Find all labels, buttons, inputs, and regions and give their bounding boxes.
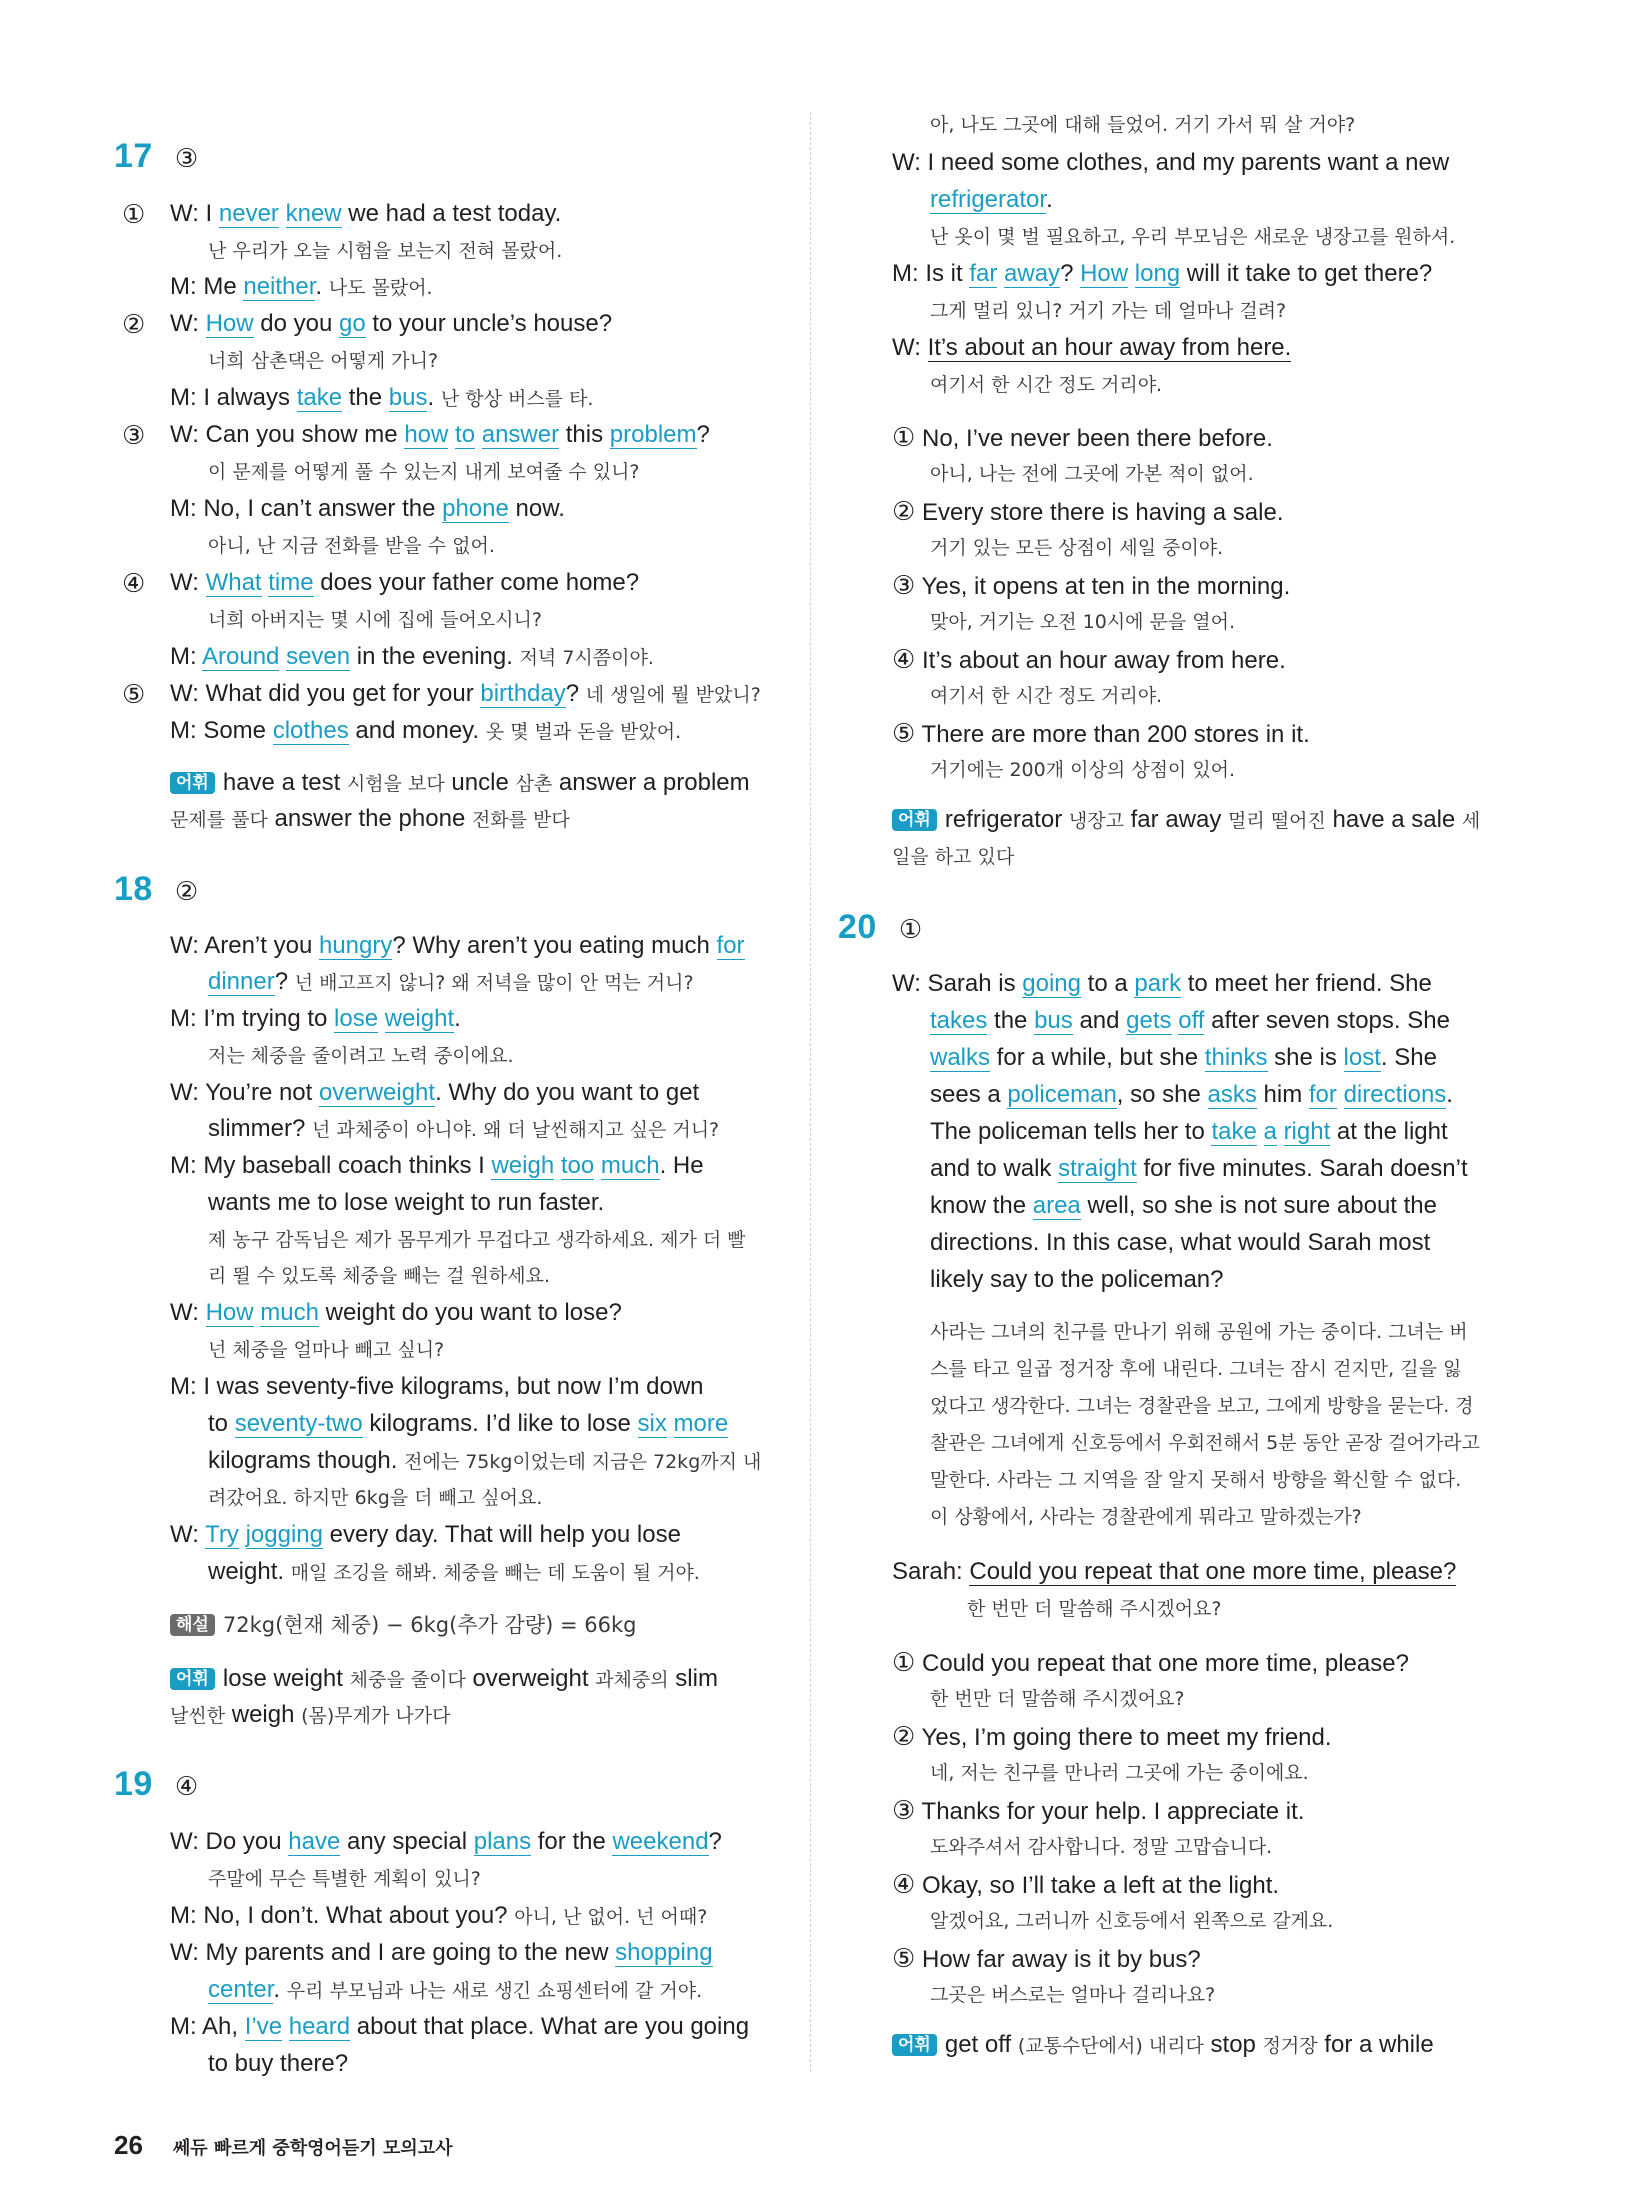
page-number: 26 — [114, 2130, 143, 2160]
narration-line: and to walk straight for five minutes. Sarah doesn’t — [930, 1155, 1468, 1182]
translation-line: 려갔어요. 하지만 6kg을 더 빼고 싶어요. — [208, 1487, 543, 1509]
dialogue-line: W: How do you go to your uncle’s house? — [170, 310, 613, 337]
dialogue-line: M: Ah, I’ve heard about that place. What are you going — [170, 2013, 750, 2040]
option-mark: ① — [122, 199, 146, 229]
dialogue-line: W: How much weight do you want to lose? — [170, 1299, 622, 1326]
translation-line: 한 번만 더 말씀해 주시겠어요? — [930, 1688, 1185, 1710]
question-17-header — [114, 137, 198, 176]
vocab-box: 문제를 풀다 answer the phone 전화를 받다 — [170, 805, 570, 832]
translation-line: 말한다. 사라는 그 지역을 잘 알지 못해서 방향을 확신할 수 없다. — [930, 1469, 1462, 1491]
translation-line: 이 문제를 어떻게 풀 수 있는지 내게 보여줄 수 있니? — [208, 461, 640, 483]
translation-line: 사라는 그녀의 친구를 만나기 위해 공원에 가는 중이다. 그녀는 버 — [930, 1321, 1468, 1343]
option-mark: ③ — [122, 420, 146, 450]
dialogue-line: slimmer? 넌 과체중이 아니야. 왜 더 날씬해지고 싶은 거니? — [208, 1115, 720, 1142]
dialogue-line: M: No, I don’t. What about you? 아니, 난 없어. 넌 어때? — [170, 1902, 708, 1929]
translation-line: 아니, 난 지금 전화를 받을 수 없어. — [208, 535, 495, 557]
answer-option: ② Yes, I’m going there to meet my friend. — [892, 1721, 1332, 1751]
dialogue-line: W: You’re not overweight. Why do you want to get — [170, 1079, 700, 1106]
narration-line: takes the bus and gets off after seven stops. She — [930, 1007, 1450, 1034]
answer-option: ① Could you repeat that one more time, please? — [892, 1647, 1409, 1677]
explanation-box: 해설 72kg(현재 체중) − 6kg(추가 감량) = 66kg — [170, 1610, 636, 1640]
page-footer — [114, 2130, 453, 2161]
narration-line: know the area well, so she is not sure about the — [930, 1192, 1437, 1219]
question-number: 18 — [114, 870, 153, 908]
dialogue-line: M: I was seventy-five kilograms, but now I’m down — [170, 1373, 704, 1400]
column-divider — [810, 112, 811, 2072]
dialogue-line: M: Around seven in the evening. 저녁 7시쯤이야. — [170, 643, 654, 670]
dialogue-line: M: Me neither. 나도 몰랐어. — [170, 273, 433, 300]
dialogue-line: M: I’m trying to lose weight. — [170, 1005, 461, 1032]
narration-line: W: Sarah is going to a park to meet her friend. She — [892, 970, 1432, 997]
option-mark: ⑤ — [122, 679, 146, 709]
question-number: 19 — [114, 1765, 153, 1803]
dialogue-line: weight. 매일 조깅을 해봐. 체중을 빼는 데 도움이 될 거야. — [208, 1558, 700, 1585]
translation-line: 이 상황에서, 사라는 경찰관에게 뭐라고 말하겠는가? — [930, 1506, 1362, 1528]
sarah-line: Sarah: Could you repeat that one more time, please? — [892, 1558, 1457, 1585]
dialogue-line: W: I never knew we had a test today. — [170, 200, 562, 227]
answer-option: ⑤ There are more than 200 stores in it. — [892, 718, 1310, 748]
dialogue-line: W: Can you show me how to answer this problem? — [170, 421, 710, 448]
translation-line: 알겠어요, 그러니까 신호등에서 왼쪽으로 갈게요. — [930, 1910, 1334, 1932]
translation-line: 찰관은 그녀에게 신호등에서 우회전해서 5분 동안 곧장 걸어가라고 — [930, 1432, 1480, 1454]
translation-line: 아, 나도 그곳에 대해 들었어. 거기 가서 뭐 살 거야? — [930, 114, 1356, 136]
translation-line: 그게 멀리 있니? 거기 가는 데 얼마나 걸려? — [930, 300, 1287, 322]
dialogue-line: M: Some clothes and money. 옷 몇 벌과 돈을 받았어. — [170, 717, 682, 744]
dialogue-line: dinner? 넌 배고프지 않니? 왜 저녁을 많이 안 먹는 거니? — [208, 968, 694, 995]
vocab-box: 일을 하고 있다 — [892, 846, 1015, 868]
dialogue-line: to buy there? — [208, 2050, 349, 2077]
book-title: 쎄듀 빠르게 중학영어듣기 모의고사 — [172, 2138, 453, 2159]
explanation-tag: 해설 — [170, 1614, 215, 1636]
vocab-box: 어휘 get off (교통수단에서) 내리다 stop 정거장 for a while — [892, 2030, 1434, 2061]
answer-option: ③ Thanks for your help. I appreciate it. — [892, 1795, 1305, 1825]
translation-line: 도와주셔서 감사합니다. 정말 고맙습니다. — [930, 1836, 1273, 1858]
narration-line: walks for a while, but she thinks she is lost. She — [930, 1044, 1437, 1071]
translation-line: 아니, 나는 전에 그곳에 가본 적이 없어. — [930, 463, 1254, 485]
translation-line: 주말에 무슨 특별한 계획이 있니? — [208, 1868, 481, 1890]
translation-line: 한 번만 더 말씀해 주시겠어요? — [967, 1598, 1222, 1620]
vocab-box: 날씬한 weigh (몸)무게가 나가다 — [170, 1701, 451, 1728]
narration-line: likely say to the policeman? — [930, 1266, 1224, 1293]
question-18-header — [114, 870, 198, 909]
dialogue-line: W: Aren’t you hungry? Why aren’t you eating much for — [170, 932, 745, 959]
dialogue-line: W: What did you get for your birthday? 네 생일에 뭘 받았니? — [170, 680, 761, 707]
dialogue-line: W: What time does your father come home? — [170, 569, 640, 596]
translation-line: 그곳은 버스로는 얼마나 걸리나요? — [930, 1984, 1216, 2006]
answer-choice: ③ — [174, 143, 199, 173]
answer-option: ③ Yes, it opens at ten in the morning. — [892, 570, 1291, 600]
dialogue-line: wants me to lose weight to run faster. — [208, 1189, 605, 1216]
answer-option: ② Every store there is having a sale. — [892, 496, 1284, 526]
translation-line: 난 우리가 오늘 시험을 보는지 전혀 몰랐어. — [208, 240, 563, 262]
narration-line: directions. In this case, what would Sarah most — [930, 1229, 1431, 1256]
dialogue-line: center. 우리 부모님과 나는 새로 생긴 쇼핑센터에 갈 거야. — [208, 1976, 703, 2003]
answer-option: ④ Okay, so I’ll take a left at the light. — [892, 1869, 1280, 1899]
question-20-header — [838, 908, 922, 947]
vocab-box: 어휘 refrigerator 냉장고 far away 멀리 떨어진 have a sale 세 — [892, 805, 1480, 836]
answer-option: ⑤ How far away is it by bus? — [892, 1943, 1201, 1973]
translation-line: 네, 저는 친구를 만나러 그곳에 가는 중이에요. — [930, 1762, 1309, 1784]
question-number: 20 — [838, 908, 877, 946]
vocab-tag: 어휘 — [170, 1668, 215, 1690]
narration-line: The policeman tells her to take a right at the light — [930, 1118, 1448, 1145]
dialogue-line: W: It’s about an hour away from here. — [892, 334, 1292, 361]
translation-line: 난 옷이 몇 벌 필요하고, 우리 부모님은 새로운 냉장고를 원하셔. — [930, 226, 1456, 248]
translation-line: 었다고 생각한다. 그녀는 경찰관을 보고, 그에게 방향을 묻는다. 경 — [930, 1395, 1474, 1417]
translation-line: 넌 체중을 얼마나 빼고 싶니? — [208, 1339, 445, 1361]
vocab-box: 어휘 lose weight 체중을 줄이다 overweight 과체중의 slim — [170, 1664, 718, 1695]
vocab-tag: 어휘 — [892, 809, 937, 831]
translation-line: 맞아, 거기는 오전 10시에 문을 열어. — [930, 611, 1236, 633]
vocab-tag: 어휘 — [892, 2034, 937, 2056]
question-number: 17 — [114, 137, 153, 175]
dialogue-line: kilograms though. 전에는 75kg이었는데 지금은 72kg까지 내 — [208, 1447, 762, 1474]
dialogue-line: M: I always take the bus. 난 항상 버스를 타. — [170, 384, 594, 411]
narration-line: sees a policeman, so she asks him for directions. — [930, 1081, 1453, 1108]
dialogue-line: W: My parents and I are going to the new shopping — [170, 1939, 713, 1966]
option-mark: ④ — [122, 568, 146, 598]
vocab-tag: 어휘 — [170, 772, 215, 794]
question-19-header — [114, 1765, 198, 1804]
translation-line: 스를 타고 일곱 정거장 후에 내린다. 그녀는 잠시 걷지만, 길을 잃 — [930, 1358, 1462, 1380]
answer-choice: ② — [174, 876, 199, 906]
dialogue-line: W: I need some clothes, and my parents want a new — [892, 149, 1450, 176]
translation-line: 제 농구 감독님은 제가 몸무게가 무겁다고 생각하세요. 제가 더 빨 — [208, 1229, 746, 1251]
translation-line: 리 뛸 수 있도록 체중을 빼는 걸 원하세요. — [208, 1265, 550, 1287]
dialogue-line: M: Is it far away? How long will it take to get there? — [892, 260, 1433, 287]
vocab-box: 어휘 have a test 시험을 보다 uncle 삼촌 answer a problem — [170, 768, 750, 799]
answer-option: ① No, I’ve never been there before. — [892, 422, 1273, 452]
dialogue-line: W: Do you have any special plans for the weekend? — [170, 1828, 722, 1855]
translation-line: 저는 체중을 줄이려고 노력 중이에요. — [208, 1045, 514, 1067]
answer-option: ④ It’s about an hour away from here. — [892, 644, 1286, 674]
dialogue-line: M: No, I can’t answer the phone now. — [170, 495, 565, 522]
translation-line: 여기서 한 시간 정도 거리야. — [930, 374, 1163, 396]
dialogue-line: M: My baseball coach thinks I weigh too much. He — [170, 1152, 704, 1179]
answer-choice: ④ — [174, 1771, 199, 1801]
option-mark: ② — [122, 309, 146, 339]
translation-line: 너희 삼촌댁은 어떻게 가니? — [208, 350, 439, 372]
translation-line: 너희 아버지는 몇 시에 집에 들어오시니? — [208, 609, 542, 631]
translation-line: 거기 있는 모든 상점이 세일 중이야. — [930, 537, 1224, 559]
dialogue-line: refrigerator. — [930, 186, 1053, 213]
translation-line: 거기에는 200개 이상의 상점이 있어. — [930, 759, 1236, 781]
dialogue-line: to seventy-two kilograms. I’d like to lose six more — [208, 1410, 729, 1437]
dialogue-line: W: Try jogging every day. That will help you lose — [170, 1521, 681, 1548]
translation-line: 여기서 한 시간 정도 거리야. — [930, 685, 1163, 707]
answer-choice: ① — [898, 914, 923, 944]
